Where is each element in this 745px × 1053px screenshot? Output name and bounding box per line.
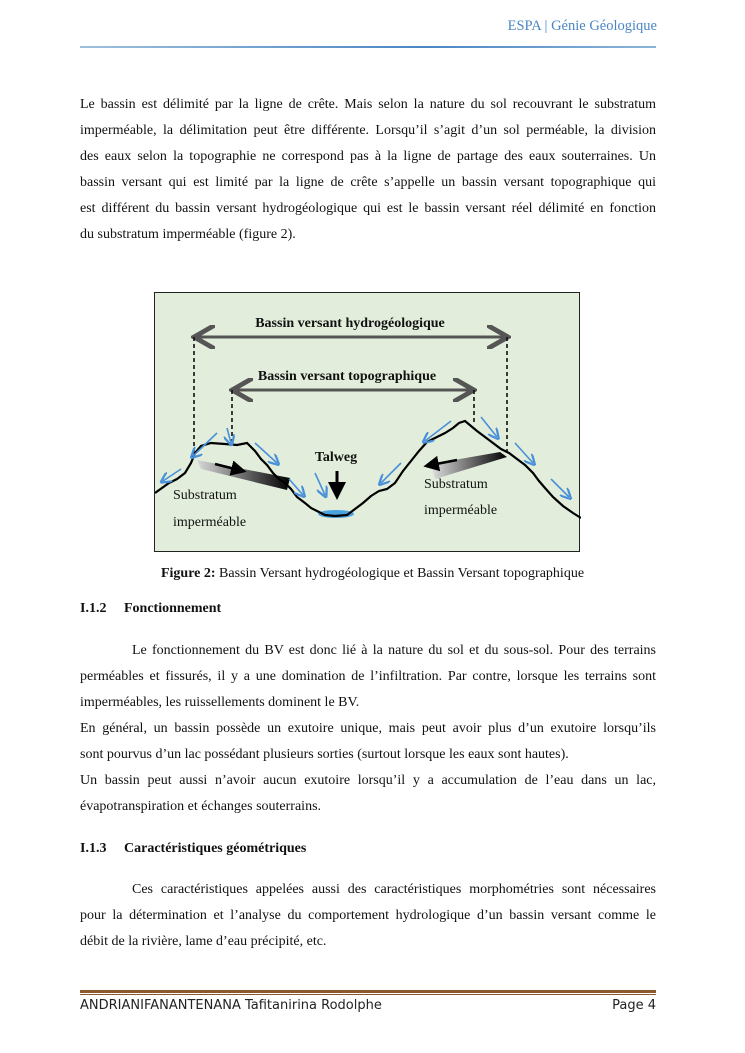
- label-substratum-left: Substratum: [173, 488, 237, 503]
- section-heading-caracteristiques: [80, 841, 306, 857]
- footer-page-number: Page 4: [612, 998, 656, 1013]
- figure-caption: [0, 566, 745, 582]
- text-line: débit de la rivière, lame d’eau précipité, etc.: [80, 934, 327, 949]
- section-number: I.1.2: [80, 601, 107, 616]
- text-line: En général, un bassin possède un exutoire unique, mais peut avoir plus d’un exutoire lorsqu’ils: [80, 721, 656, 736]
- hydro-dimension-arrow: [194, 337, 507, 455]
- label-talweg: Talweg: [314, 450, 358, 465]
- footer-divider: [80, 990, 656, 993]
- watershed-diagram-svg: [155, 293, 581, 553]
- runoff-arrows: [163, 417, 569, 497]
- header-divider: [80, 46, 656, 48]
- text-line: pour la détermination et l’analyse du comportement hydrologique d’un bassin versant comme le: [80, 908, 656, 923]
- section-title: Caractéristiques géométriques: [124, 841, 307, 856]
- text-line: sont pourvus d’un lac possédant plusieurs sorties (surtout lorsque les eaux sont hautes).: [80, 747, 569, 762]
- text-line: imperméables, les ruissellements dominent le BV.: [80, 695, 360, 710]
- fonctionnement-paragraph: [80, 638, 656, 820]
- text-line: imperméable, la délimitation peut être différente. Lorsqu’il s’agit d’un sol perméable, la division: [80, 123, 656, 138]
- section-heading-fonctionnement: [80, 601, 221, 617]
- section-number: I.1.3: [80, 841, 107, 856]
- caption-prefix: Figure 2:: [160, 566, 216, 581]
- text-line: perméables et fissurés, il y a une domination de l’infiltration. Par contre, lorsque les terrains sont: [80, 669, 656, 684]
- text-line: bassin versant qui est limité par la ligne de crête s’appelle un bassin versant topographique qui: [80, 175, 656, 190]
- text-line: Ces caractéristiques appelées aussi des caractéristiques morphométries sont nécessaires: [132, 882, 656, 897]
- label-hydrogeological: Bassin versant hydrogéologique: [255, 316, 445, 331]
- text-line: des eaux selon la topographie ne correspond pas à la ligne de partage des eaux souterraines. Un: [80, 149, 656, 164]
- section-title: Fonctionnement: [124, 601, 222, 616]
- label-impermeable-right: imperméable: [424, 503, 498, 518]
- intro-paragraph: [80, 92, 656, 248]
- footer-divider-thin: [80, 994, 656, 995]
- label-topographic: Bassin versant topographique: [257, 369, 437, 384]
- text-line: évapotranspiration et échanges souterrains.: [80, 799, 322, 814]
- text-line: est différent du bassin versant hydrogéologique qui est le bassin versant réel délimité en fonction: [80, 201, 656, 216]
- footer-author: ANDRIANIFANANTENANA Tafitanirina Rodolphe: [80, 998, 382, 1013]
- text-line: du substratum imperméable (figure 2).: [80, 227, 296, 242]
- caracteristiques-paragraph: [80, 877, 656, 955]
- label-impermeable-left: imperméable: [173, 515, 247, 530]
- text-line: Le fonctionnement du BV est donc lié à la nature du sol et du sous-sol. Pour des terrains: [132, 643, 656, 658]
- label-substratum-right: Substratum: [424, 477, 488, 492]
- topo-dimension-arrow: [232, 390, 474, 441]
- text-line: Le bassin est délimité par la ligne de crête. Mais selon la nature du sol recouvrant le substratum: [80, 97, 656, 112]
- substratum-slab-right: [431, 452, 507, 479]
- figure-watershed-diagram: [154, 292, 580, 552]
- header-title: ESPA | Génie Géologique: [507, 18, 657, 34]
- text-line: Un bassin peut aussi n’avoir aucun exutoire lorsqu’il y a accumulation de l’eau dans un lac,: [80, 773, 656, 788]
- caption-text: Bassin Versant hydrogéologique et Bassin Versant topographique: [215, 566, 585, 581]
